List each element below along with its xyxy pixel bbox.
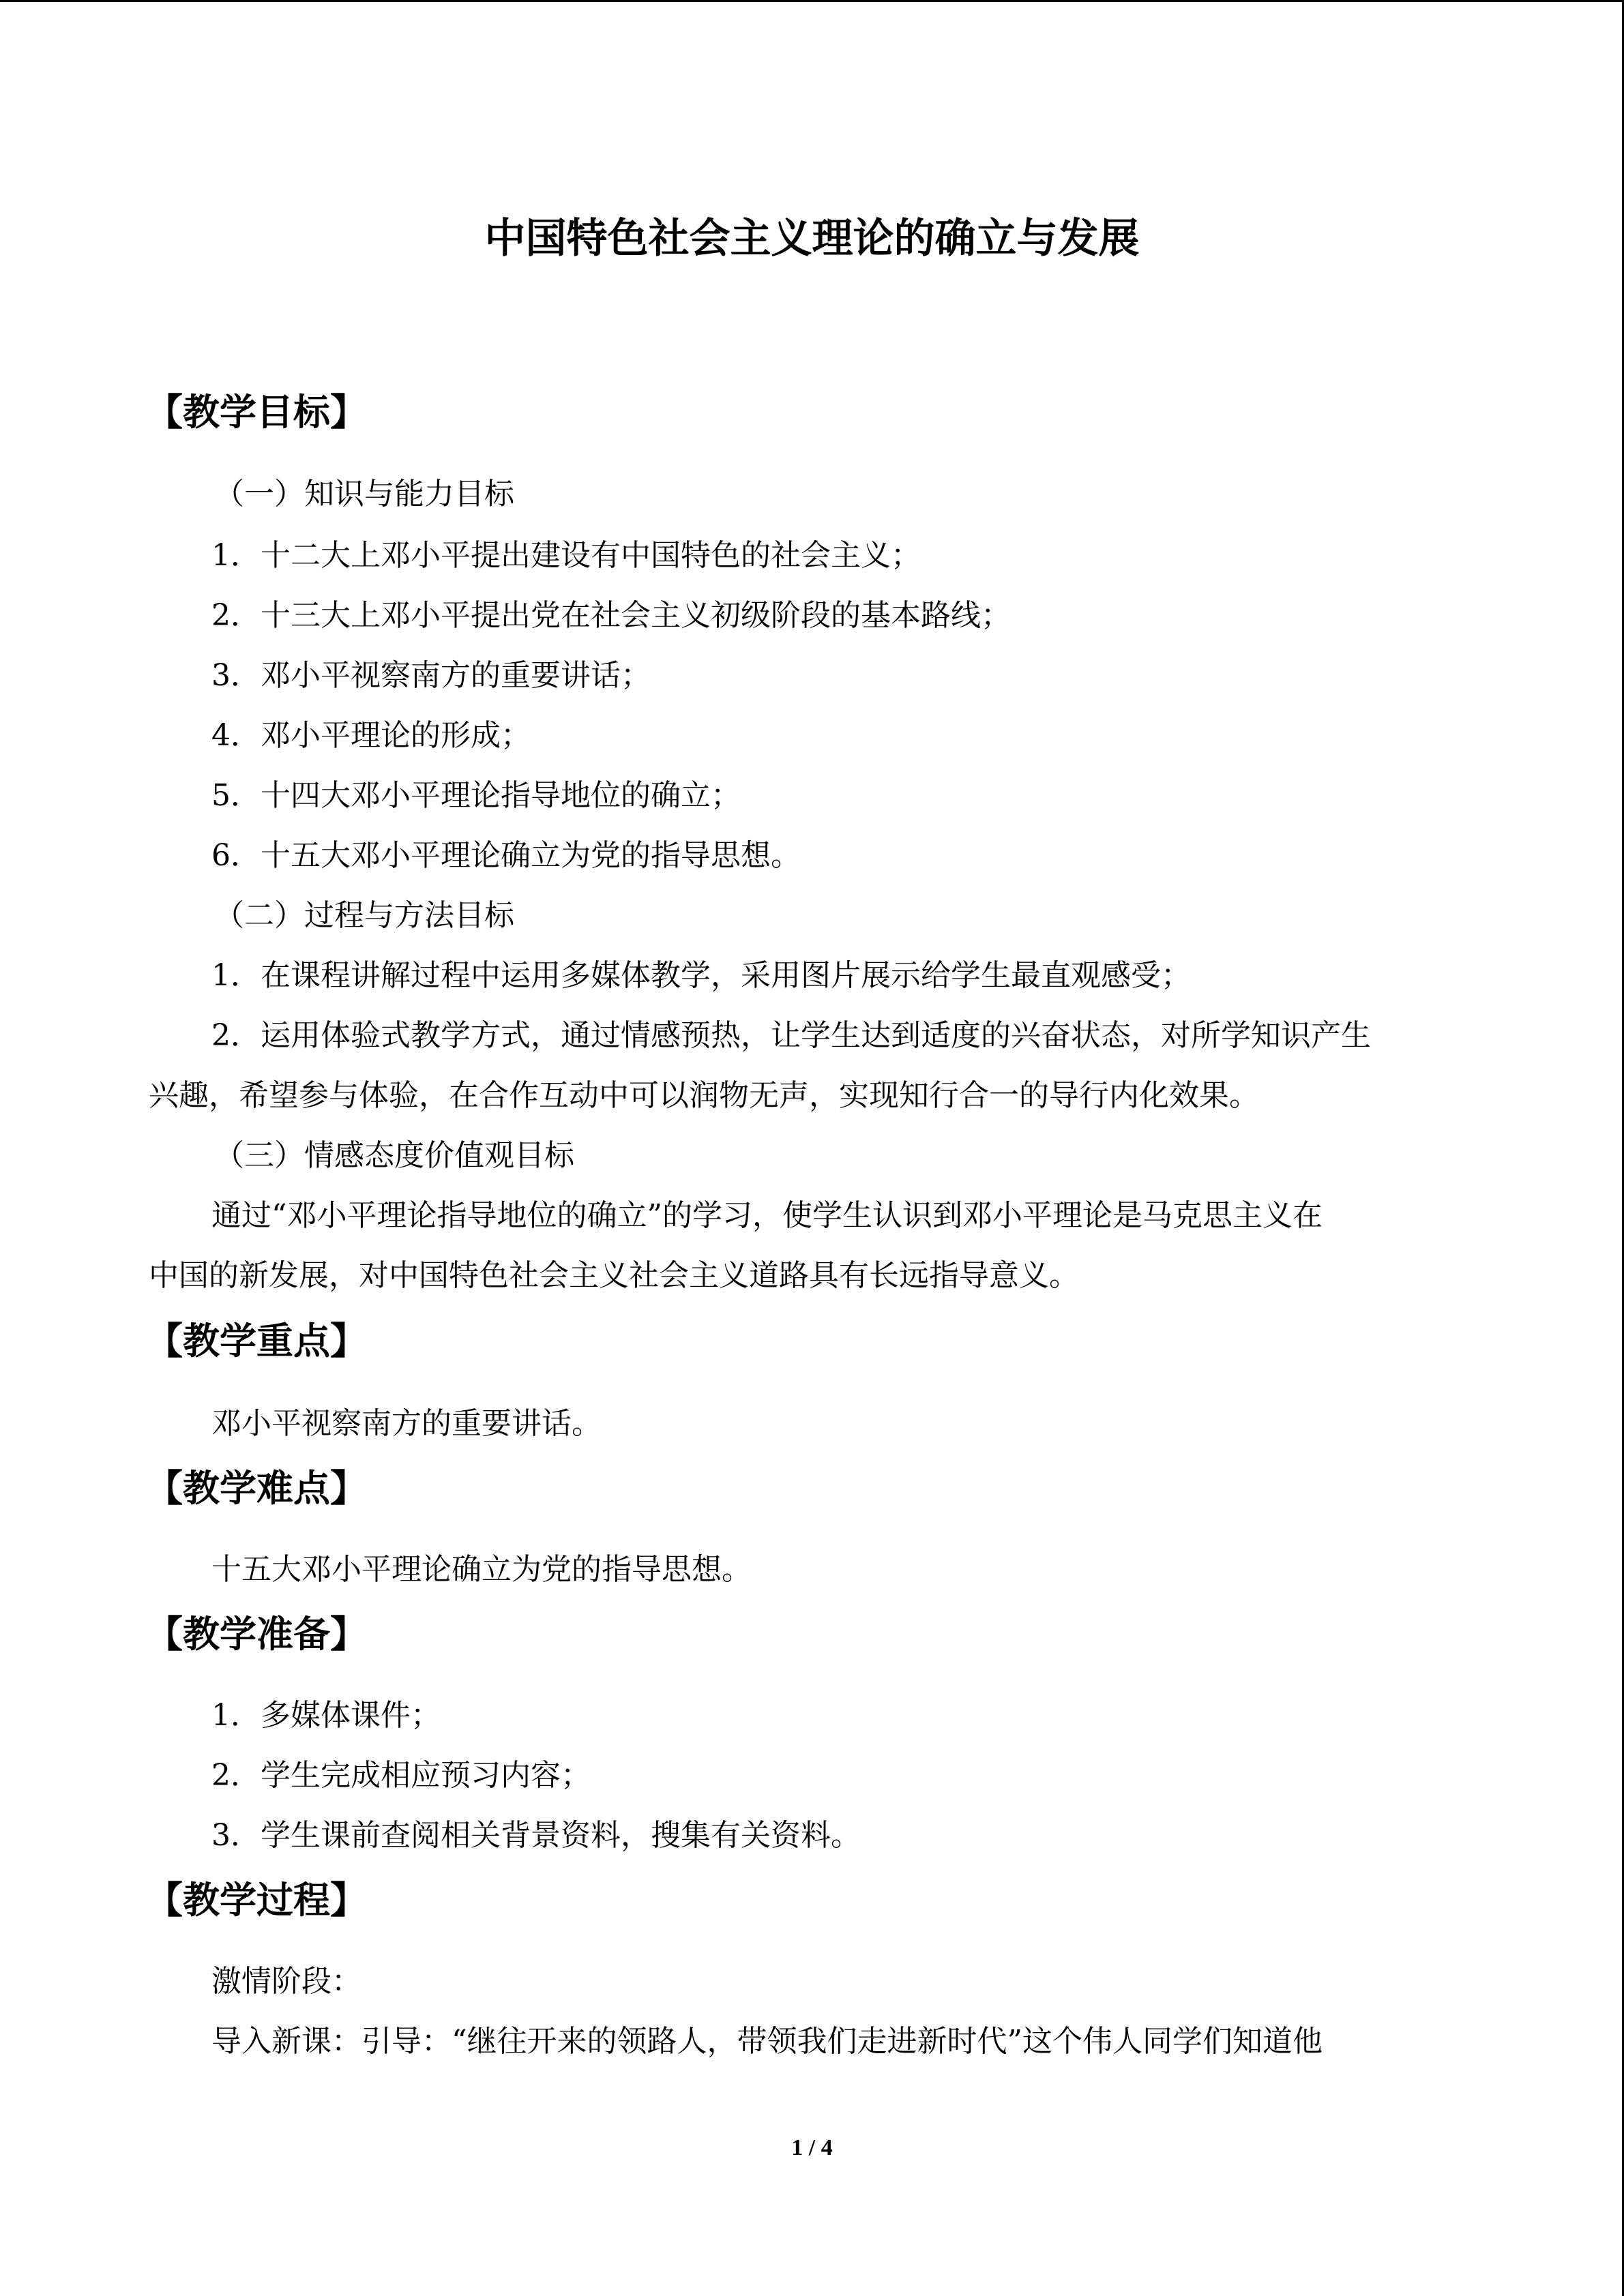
page-number: 1 / 4 — [791, 2135, 833, 2160]
method-item-1: 1．在课程讲解过程中运用多媒体教学，采用图片展示给学生最直观感受； — [211, 958, 1191, 993]
values-para-line2: 中国的新发展，对中国特色社会主义社会主义道路具有长远指导意义。 — [149, 1258, 1079, 1293]
difficulties-text: 十五大邓小平理论确立为党的指导思想。 — [211, 1552, 752, 1587]
objective-item: 3．邓小平视察南方的重要讲话； — [211, 658, 651, 693]
objective-item: 1．十二大上邓小平提出建设有中国特色的社会主义； — [211, 538, 921, 573]
key-points-text: 邓小平视察南方的重要讲话。 — [211, 1406, 602, 1441]
document-title: 中国特色社会主义理论的确立与发展 — [484, 215, 1140, 263]
objective-item: 2．十三大上邓小平提出党在社会主义初级阶段的基本路线； — [211, 598, 1011, 633]
method-item-2-line2: 兴趣，希望参与体验，在合作互动中可以润物无声，实现知行合一的导行内化效果。 — [149, 1078, 1259, 1113]
objective-item: 5．十四大邓小平理论指导地位的确立； — [211, 778, 741, 813]
preparation-item: 2．学生完成相应预习内容； — [211, 1758, 591, 1793]
heading-key-points: 【教学重点】 — [146, 1320, 367, 1362]
preparation-item: 1．多媒体课件； — [211, 1698, 441, 1733]
process-intro: 导入新课：引导：“继往开来的领路人，带领我们走进新时代”这个伟人同学们知道他 — [211, 2024, 1323, 2059]
preparation-item: 3．学生课前查阅相关背景资料，搜集有关资料。 — [211, 1818, 861, 1853]
objectives-sub2: （二）过程与方法目标 — [214, 898, 514, 933]
heading-objectives: 【教学目标】 — [146, 391, 367, 434]
method-item-2-line1: 2．运用体验式教学方式，通过情感预热，让学生达到适度的兴奋状态，对所学知识产生 — [211, 1018, 1371, 1053]
objectives-sub3: （三）情感态度价值观目标 — [214, 1138, 574, 1173]
objectives-sub1: （一）知识与能力目标 — [214, 477, 514, 511]
heading-difficulties: 【教学难点】 — [146, 1467, 367, 1510]
objective-item: 6．十五大邓小平理论确立为党的指导思想。 — [211, 838, 801, 873]
values-para-line1: 通过“邓小平理论指导地位的确立”的学习，使学生认识到邓小平理论是马克思主义在 — [211, 1198, 1323, 1233]
heading-preparation: 【教学准备】 — [146, 1613, 367, 1656]
process-stage: 激情阶段： — [211, 1964, 361, 1999]
heading-process: 【教学过程】 — [146, 1879, 367, 1922]
objective-item: 4．邓小平理论的形成； — [211, 718, 531, 753]
